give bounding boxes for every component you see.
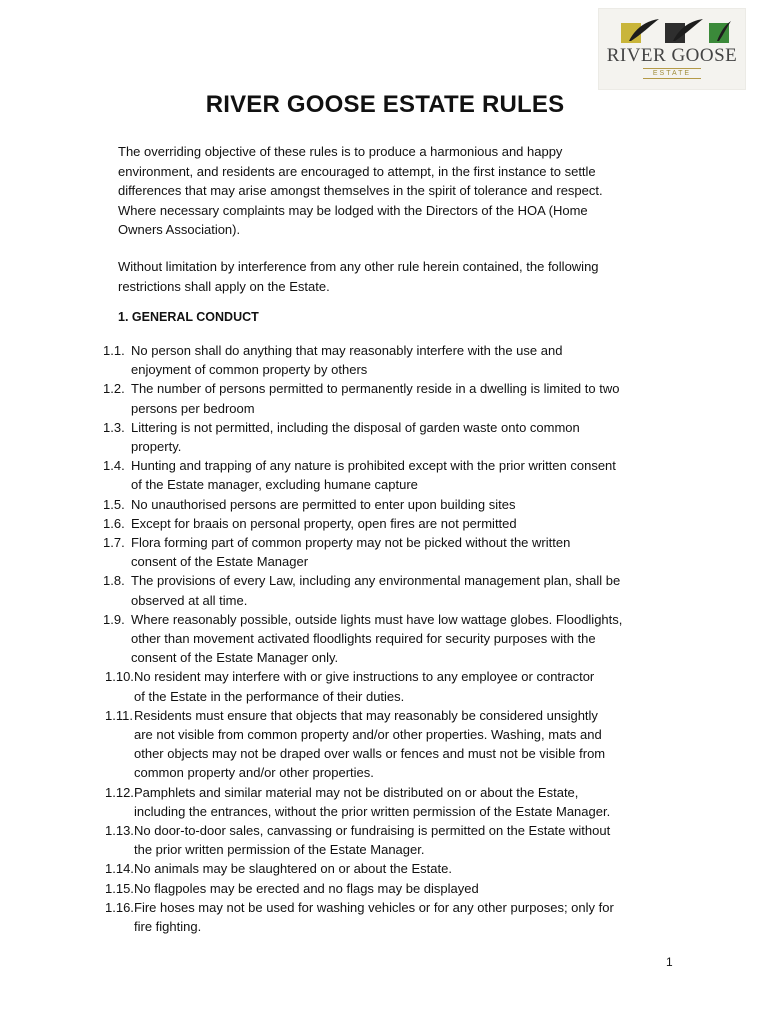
rule-item-continuation	[0, 437, 770, 456]
rule-text: Flora forming part of common property may not be picked without the written	[131, 535, 571, 551]
section-heading: 1. GENERAL CONDUCT	[118, 310, 259, 324]
rule-text: other objects may not be draped over walls or fences and must not be visible from	[134, 746, 606, 762]
rule-text: Fire hoses may not be used for washing vehicles or for any other purposes; only for	[134, 899, 614, 915]
rule-text: enjoyment of common property by others	[131, 362, 368, 378]
rule-number: 1.4.	[103, 458, 125, 474]
rule-text: Residents must ensure that objects that may reasonably be considered unsightly	[134, 707, 598, 723]
rule-item	[0, 783, 770, 802]
rule-number: 1.9.	[103, 611, 125, 627]
rules-list	[0, 341, 770, 936]
rule-item-continuation	[0, 475, 770, 494]
rule-number: 1.15.	[105, 880, 134, 896]
rule-number: 1.1.	[103, 343, 125, 358]
rule-item	[0, 379, 770, 398]
rule-item-continuation	[0, 802, 770, 821]
estate-logo	[598, 8, 746, 90]
rule-text: The provisions of every Law, including any environmental management plan, shall be	[131, 573, 621, 589]
rule-item	[0, 456, 770, 475]
document-title: RIVER GOOSE ESTATE RULES	[205, 91, 565, 118]
intro-line: restrictions shall apply on the Estate.	[118, 278, 330, 294]
rule-text: Hunting and trapping of any nature is prohibited except with the prior written consent	[131, 458, 616, 474]
rule-item-continuation	[0, 840, 770, 859]
rule-item	[0, 571, 770, 590]
rule-text: fire fighting.	[134, 919, 202, 935]
rule-number: 1.13.	[105, 823, 134, 839]
rule-text: consent of the Estate Manager only.	[131, 650, 339, 666]
rule-text: No door-to-door sales, canvassing or fundraising is permitted on the Estate without	[134, 823, 611, 839]
rule-number: 1.3.	[103, 419, 125, 435]
rule-number: 1.8.	[103, 573, 125, 589]
rule-item-continuation	[0, 629, 770, 648]
intro-line: differences that may arise amongst themselves in the spirit of tolerance and respect.	[118, 183, 603, 198]
rule-item	[0, 821, 770, 840]
rule-text: are not visible from common property and/or other properties. Washing, mats and	[134, 727, 602, 743]
intro-line: environment, and residents are encouraged to attempt, in the first instance to settle	[118, 163, 596, 179]
rule-text: Pamphlets and similar material may not be distributed on or about the Estate,	[134, 784, 579, 800]
rule-item	[0, 879, 770, 898]
rule-item	[0, 341, 770, 360]
logo-subtitle: ESTATE	[643, 68, 701, 79]
rule-text: of the Estate manager, excluding humane capture	[131, 477, 418, 493]
intro-paragraph-2	[118, 257, 678, 296]
intro-line: Where necessary complaints may be lodged with the Directors of the HOA (Home	[118, 202, 588, 218]
rule-text: of the Estate in the performance of their duties.	[134, 688, 405, 704]
rule-item-continuation	[0, 648, 770, 667]
rule-text: Littering is not permitted, including the disposal of garden waste onto common	[131, 419, 580, 435]
rule-text: No animals may be slaughtered on or about the Estate.	[134, 861, 452, 877]
rule-number: 1.16.	[105, 899, 134, 915]
rule-text: the prior written permission of the Estate Manager.	[134, 842, 425, 858]
rule-item	[0, 495, 770, 514]
rule-number: 1.6.	[103, 515, 125, 531]
rule-item-continuation	[0, 399, 770, 418]
rule-number: 1.5.	[103, 496, 125, 512]
rule-item	[0, 898, 770, 917]
rule-text: including the entrances, without the prior written permission of the Estate Manager.	[134, 803, 611, 819]
rule-text: property.	[131, 439, 182, 455]
rule-item	[0, 418, 770, 437]
rule-text: Except for braais on personal property, open fires are not permitted	[131, 515, 517, 531]
rule-number: 1.11.	[105, 707, 133, 723]
rule-number: 1.10.	[105, 669, 134, 685]
rule-item-continuation	[0, 591, 770, 610]
rule-item-continuation	[0, 917, 770, 936]
rule-number: 1.2.	[103, 381, 125, 397]
rule-item	[0, 533, 770, 552]
rule-item-continuation	[0, 744, 770, 763]
rule-text: other than movement activated floodlights required for security purposes with the	[131, 631, 596, 647]
rule-item-continuation	[0, 725, 770, 744]
rule-text: No resident may interfere with or give instructions to any employee or contractor	[134, 669, 595, 685]
rule-text: consent of the Estate Manager	[131, 554, 309, 570]
rule-text: No flagpoles may be erected and no flags may be displayed	[134, 880, 479, 896]
rule-item	[0, 514, 770, 533]
rule-text: Where reasonably possible, outside lights must have low wattage globes. Floodlights,	[131, 611, 623, 627]
rule-item	[0, 706, 770, 725]
rule-item	[0, 859, 770, 878]
rule-text: persons per bedroom	[131, 400, 255, 416]
rule-text: observed at all time.	[131, 592, 248, 608]
intro-line: Without limitation by interference from any other rule herein contained, the following	[118, 259, 599, 274]
rule-number: 1.14.	[105, 861, 134, 877]
rule-number: 1.7.	[103, 535, 125, 551]
rule-item-continuation	[0, 763, 770, 782]
intro-paragraph-1	[118, 142, 678, 240]
intro-line: The overriding objective of these rules is to produce a harmonious and happy	[118, 144, 563, 159]
logo-name: RIVER GOOSE	[606, 45, 738, 66]
rule-text: No person shall do anything that may reasonably interfere with the use and	[131, 343, 563, 358]
rule-item	[0, 610, 770, 629]
rule-text: The number of persons permitted to permanently reside in a dwelling is limited to two	[131, 381, 620, 397]
rule-number: 1.12.	[105, 784, 134, 800]
rule-item-continuation	[0, 552, 770, 571]
page-number: 1	[666, 955, 673, 969]
goose-feather-logo-icon	[621, 17, 731, 43]
rule-item	[0, 667, 770, 686]
intro-line: Owners Association).	[118, 222, 241, 237]
rule-item-continuation	[0, 687, 770, 706]
rule-text: common property and/or other properties.	[134, 765, 374, 781]
rule-text: No unauthorised persons are permitted to enter upon building sites	[131, 496, 516, 512]
rule-item-continuation	[0, 360, 770, 379]
